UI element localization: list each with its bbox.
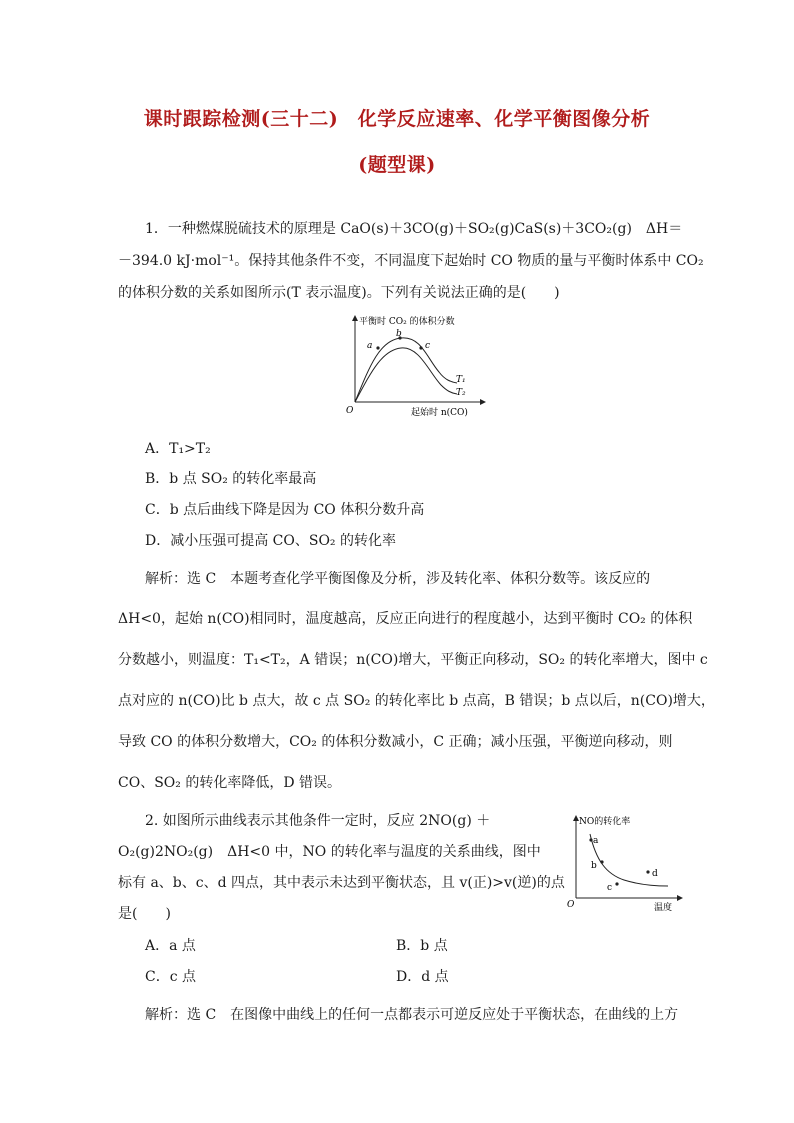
- q1-option-c[interactable]: C．b 点后曲线下降是因为 CO 体积分数升高: [145, 502, 425, 518]
- q1-chart: [335, 310, 495, 420]
- q2-y-axis-label: NO的转化率: [579, 817, 631, 827]
- q1-label-t2: T₂: [456, 388, 466, 398]
- q1-option-d[interactable]: D．减小压强可提高 CO、SO₂ 的转化率: [145, 533, 396, 549]
- page-title: 课时跟踪检测(三十二) 化学反应速率、化学平衡图像分析: [143, 108, 651, 130]
- q1-analysis-line-2: ΔH<0，起始 n(CO)相同时，温度越高，反应正向进行的程度越小，达到平衡时 CO₂ 的体积: [118, 611, 693, 627]
- q1-label-a: a: [367, 341, 373, 351]
- q2-label-a: a: [593, 836, 599, 846]
- q1-option-a[interactable]: A．T₁>T₂: [145, 441, 211, 457]
- q1-stem-line-3: 的体积分数的关系如图所示(T 表示温度)。下列有关说法正确的是( ): [118, 285, 560, 301]
- q2-label-c: c: [607, 883, 613, 893]
- q2-origin-label: O: [567, 900, 575, 910]
- q2-point-b: [600, 860, 603, 863]
- q1-stem-line-1: 1．一种燃煤脱硫技术的原理是 CaO(s)＋3CO(g)＋SO₂(g)CaS(s)＋3CO₂(g) ΔH＝: [145, 221, 683, 237]
- q2-option-a[interactable]: A．a 点: [145, 938, 196, 954]
- q2-point-d: [646, 870, 649, 873]
- q2-analysis-line-1: 解析：选 C 在图像中曲线上的任何一点都表示可逆反应处于平衡状态，在曲线的上方: [145, 1007, 679, 1023]
- q1-analysis-line-6: CO、SO₂ 的转化率降低，D 错误。: [118, 775, 341, 791]
- q2-stem-line-3: 标有 a、b、c、d 四点，其中表示未达到平衡状态，且 v(正)>v(逆)的点: [118, 875, 565, 891]
- q1-label-t1: T₁: [456, 375, 466, 385]
- q1-label-c: c: [425, 341, 431, 351]
- q1-label-b: b: [396, 329, 402, 339]
- q2-option-c[interactable]: C．c 点: [145, 969, 197, 985]
- q1-analysis-line-5: 导致 CO 的体积分数增大，CO₂ 的体积分数减小，C 正确；减小压强，平衡逆向移动，则: [118, 734, 673, 750]
- q1-analysis-line-3: 分数越小，则温度：T₁<T₂，A 错误；n(CO)增大，平衡正向移动，SO₂ 的转化率增大，图中 c: [118, 652, 708, 668]
- q2-label-b: b: [591, 861, 597, 871]
- q1-y-axis-label: 平衡时 CO₂ 的体积分数: [359, 317, 455, 327]
- q2-stem-line-2: O₂(g)2NO₂(g) ΔH<0 中，NO 的转化率与温度的关系曲线，图中: [118, 844, 541, 860]
- q2-stem-line-1: 2. 如图所示曲线表示其他条件一定时，反应 2NO(g) ＋: [145, 813, 491, 829]
- q1-x-axis-label: 起始时 n(CO): [411, 408, 468, 418]
- q1-point-c: [419, 346, 422, 349]
- q2-x-axis-label: 温度: [654, 903, 673, 913]
- q1-option-b[interactable]: B．b 点 SO₂ 的转化率最高: [145, 471, 317, 487]
- q2-stem-line-4: 是( ): [118, 906, 171, 922]
- q1-analysis-line-4: 点对应的 n(CO)比 b 点大，故 c 点 SO₂ 的转化率比 b 点高，B 错误；b 点以后，n(CO)增大，: [118, 693, 715, 709]
- q2-option-b[interactable]: B．b 点: [396, 938, 448, 954]
- q2-option-d[interactable]: D．d 点: [396, 969, 449, 985]
- q2-point-c: [615, 882, 618, 885]
- q1-analysis-line-1: 解析：选 C 本题考查化学平衡图像及分析，涉及转化率、体积分数等。该反应的: [145, 571, 651, 587]
- q1-origin-label: O: [346, 406, 354, 416]
- q1-stem-line-2: －394.0 kJ·mol⁻¹。保持其他条件不变，不同温度下起始时 CO 物质的量与平衡时体系中 CO₂: [118, 253, 704, 269]
- q2-chart: [562, 810, 688, 915]
- page-subtitle: (题型课): [358, 154, 436, 176]
- q2-label-d: d: [652, 869, 658, 879]
- q1-point-a: [376, 346, 379, 349]
